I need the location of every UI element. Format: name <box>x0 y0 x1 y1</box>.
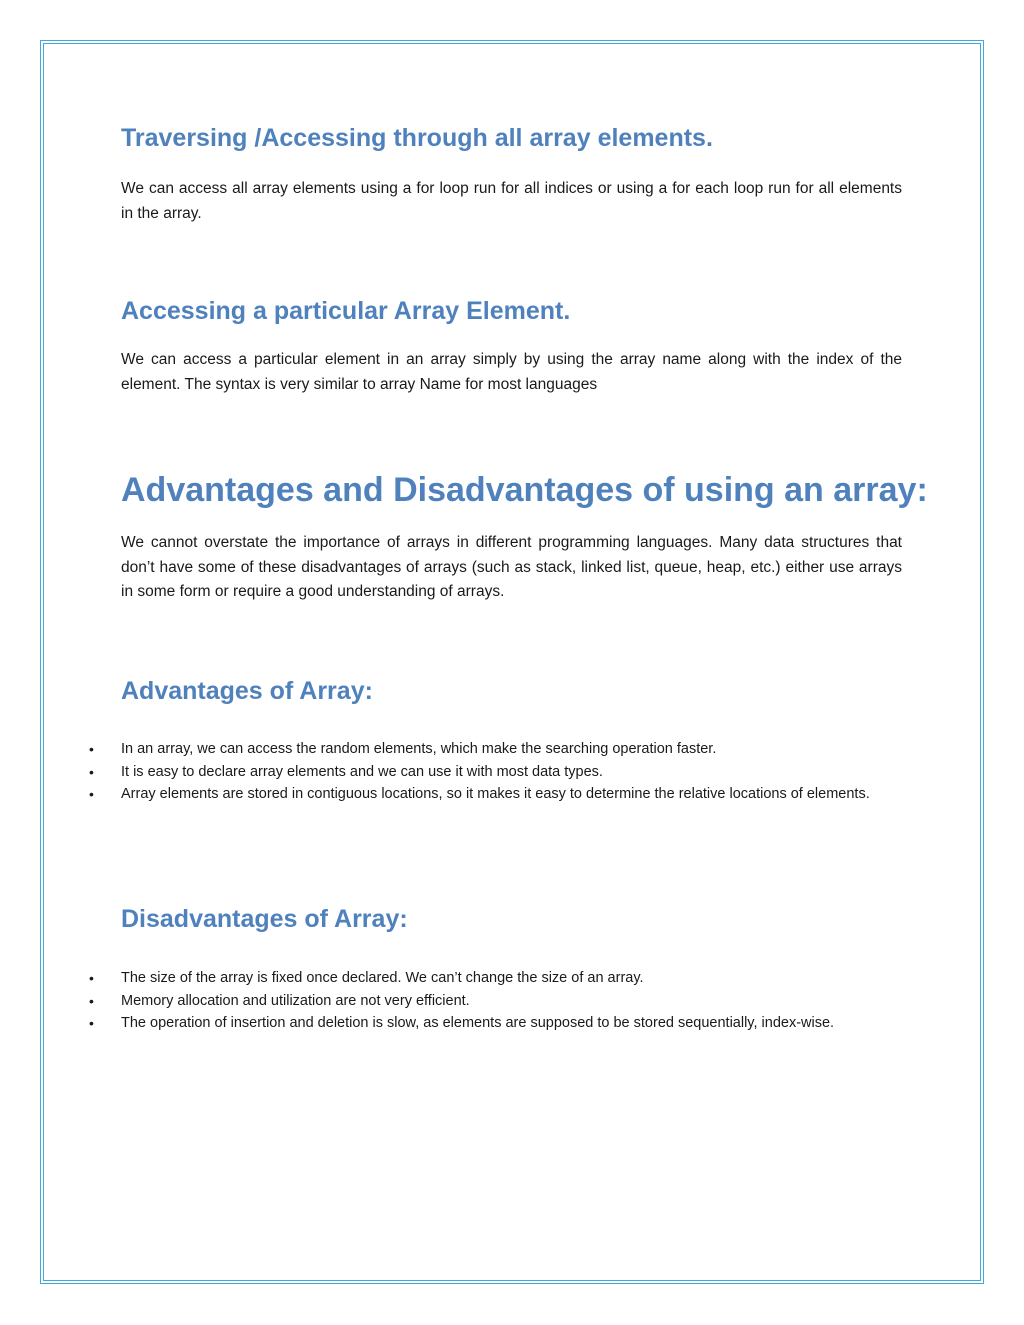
bullet-icon: • <box>89 763 94 780</box>
bullet-icon: • <box>89 1015 94 1031</box>
heading-advantages: Advantages of Array: <box>121 677 373 705</box>
bullet-icon: • <box>89 786 94 802</box>
bullet-icon: • <box>89 992 94 1009</box>
list-item: • In an array, we can access the random elements, which make the searching operation faster. <box>121 738 902 761</box>
heading-accessing-element: Accessing a particular Array Element. <box>121 297 571 325</box>
paragraph-advantages-disadvantages: We cannot overstate the importance of arrays in different programming languages. Many data structures that don’t have some of these disadvantages of arrays (such as stack, linked list, queue, heap, etc.) either use arrays in some form or require a good understanding of arrays. <box>121 534 902 600</box>
heading-advantages-disadvantages: Advantages and Disadvantages of using an array: <box>121 471 928 509</box>
page-border <box>40 40 984 1284</box>
heading-traversing: Traversing /Accessing through all array elements. <box>121 124 713 152</box>
bullet-icon: • <box>89 970 94 986</box>
list-item: • The size of the array is fixed once declared. We can’t change the size of an array. <box>121 967 902 990</box>
list-item: • Memory allocation and utilization are not very efficient. <box>121 990 902 1013</box>
disadvantages-list <box>89 967 902 1035</box>
list-item: • Array elements are stored in contiguous locations, so it makes it easy to determine the relative locations of elements. <box>121 783 902 806</box>
bullet-icon: • <box>89 741 94 757</box>
paragraph-traversing: We can access all array elements using a for loop run for all indices or using a for each loop run for all elements in the array. <box>121 180 902 222</box>
advantages-list <box>89 738 902 806</box>
list-item: • It is easy to declare array elements and we can use it with most data types. <box>121 761 902 784</box>
heading-disadvantages: Disadvantages of Array: <box>121 905 408 933</box>
paragraph-accessing-element: We can access a particular element in an array simply by using the array name along with the index of the element. The syntax is very similar to array Name for most languages <box>121 351 902 393</box>
list-item: • The operation of insertion and deletion is slow, as elements are supposed to be stored sequentially, index-wise. <box>121 1012 902 1035</box>
